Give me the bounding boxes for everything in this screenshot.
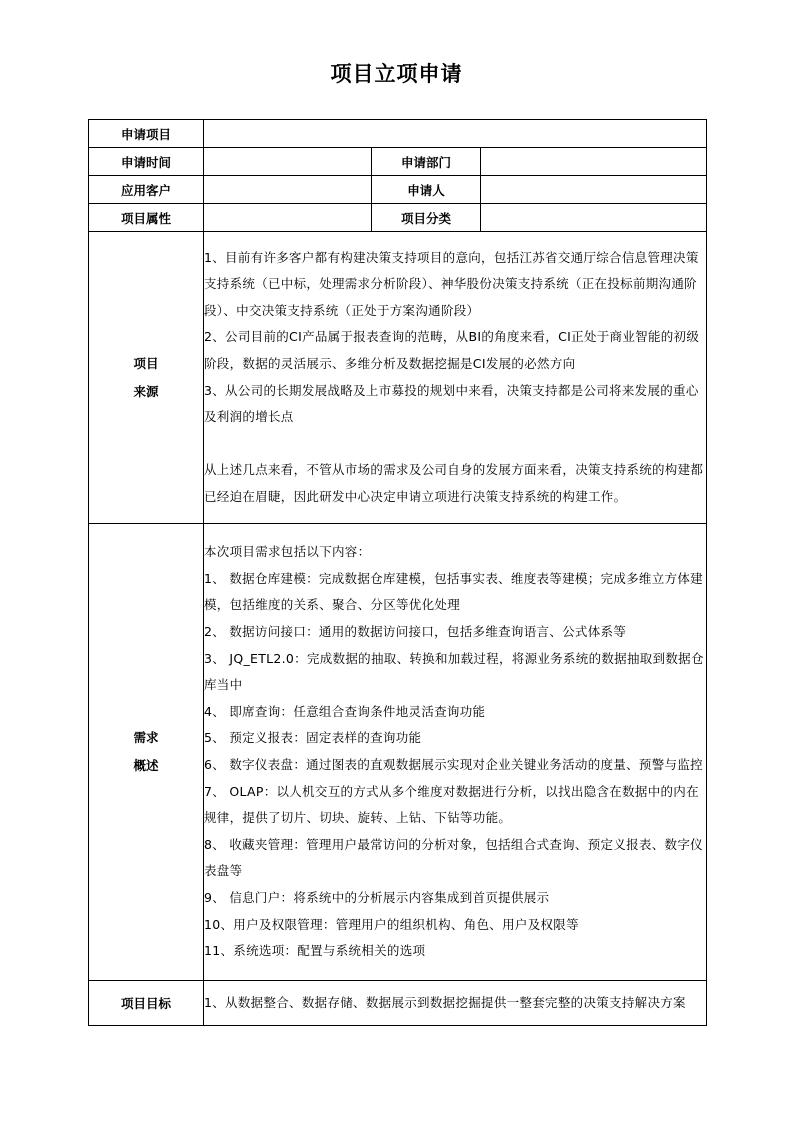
apply-time-field[interactable] (204, 148, 372, 176)
requirement-item: 7、 OLAP：以人机交互的方式从多个维度对数据进行分析，以找出隐含在数据中的内在规律，提供了切片、切块、旋转、上钻、下钻等功能。 (204, 783, 699, 826)
project-field[interactable] (204, 120, 707, 148)
client-field[interactable] (204, 176, 372, 204)
category-field[interactable] (481, 204, 707, 232)
requirements-label (89, 524, 204, 981)
requirements-intro: 本次项目需求包括以下内容： (204, 544, 371, 560)
goal-label: 项目目标 (89, 981, 204, 1026)
applicant-field[interactable] (481, 176, 707, 204)
row-time-dept (89, 148, 707, 176)
row-client-applicant (89, 176, 707, 204)
source-label-line1: 项目 (133, 355, 159, 371)
row-project (89, 120, 707, 148)
requirement-item: 5、 预定义报表：固定表样的查询功能 (204, 730, 422, 746)
requirements-label-line1: 需求 (133, 730, 159, 745)
apply-time-label: 申请时间 (89, 148, 204, 176)
source-paragraph: 3、从公司的长期发展战略及上市募投的规划中来看，决策支持都是公司将来发展的重心及利润的增长点 (204, 382, 699, 425)
category-label: 项目分类 (372, 204, 481, 232)
goal-content (204, 981, 707, 1026)
requirement-item: 10、用户及权限管理：管理用户的组织机构、角色、用户及权限等 (204, 916, 579, 932)
applicant-label: 申请人 (372, 176, 481, 204)
row-goal (89, 981, 707, 1026)
requirement-item: 1、 数据仓库建模：完成数据仓库建模，包括事实表、维度表等建模；完成多维立方体建模，包括维度的关系、聚合、分区等优化处理 (204, 570, 703, 613)
requirements-content (204, 524, 707, 981)
apply-dept-field[interactable] (481, 148, 707, 176)
row-source (89, 232, 707, 524)
requirement-item: 8、 收藏夹管理：管理用户最常访问的分析对象，包括组合式查询、预定义报表、数字仪表盘等 (204, 836, 703, 879)
row-requirements (89, 524, 707, 981)
goal-item: 1、从数据整合、数据存储、数据展示到数据挖掘提供一整套完整的决策支持解决方案 (204, 994, 686, 1010)
requirements-label-line2: 概述 (133, 758, 159, 773)
requirement-item: 11、系统选项：配置与系统相关的选项 (204, 943, 426, 959)
source-paragraph: 从上述几点来看，不管从市场的需求及公司自身的发展方面来看，决策支持系统的构建都已经迫在眉睫，因此研发中心决定申请立项进行决策支持系统的构建工作。 (204, 462, 704, 504)
requirement-item: 6、 数字仪表盘：通过图表的直观数据展示实现对企业关键业务活动的度量、预警与监控 (204, 757, 703, 772)
requirement-item: 4、 即席查询：任意组合查询条件地灵活查询功能 (204, 703, 486, 719)
source-paragraph: 1、目前有许多客户都有构建决策支持项目的意向，包括江苏省交通厅综合信息管理决策支持系统（已中标，处理需求分析阶段）、神华股份决策支持系统（正在投标前期沟通阶段）、中交决策支持系统（正处于方案沟通阶段） (204, 249, 699, 318)
source-label (89, 232, 204, 524)
source-paragraph: 2、公司目前的CI产品属于报表查询的范畴，从BI的角度来看，CI正处于商业智能的初级阶段，数据的灵活展示、多维分析及数据挖掘是CI发展的必然方向 (204, 329, 700, 371)
source-content (204, 232, 707, 524)
spacer (204, 431, 706, 458)
attribute-field[interactable] (204, 204, 372, 232)
project-label: 申请项目 (89, 120, 204, 148)
requirement-item: 3、 JQ_ETL2.0：完成数据的抽取、转换和加载过程，将源业务系统的数据抽取到数据仓库当中 (204, 650, 704, 693)
row-attribute-category (89, 204, 707, 232)
source-label-line2: 来源 (133, 383, 159, 399)
apply-dept-label: 申请部门 (372, 148, 481, 176)
requirement-item: 2、 数据访问接口：通用的数据访问接口，包括多维查询语言、公式体系等 (204, 624, 627, 640)
client-label: 应用客户 (89, 176, 204, 204)
attribute-label: 项目属性 (89, 204, 204, 232)
requirement-item: 9、 信息门户：将系统中的分析展示内容集成到首页提供展示 (204, 889, 550, 905)
page-title: 项目立项申请 (330, 62, 463, 86)
project-application-form (88, 119, 707, 1026)
